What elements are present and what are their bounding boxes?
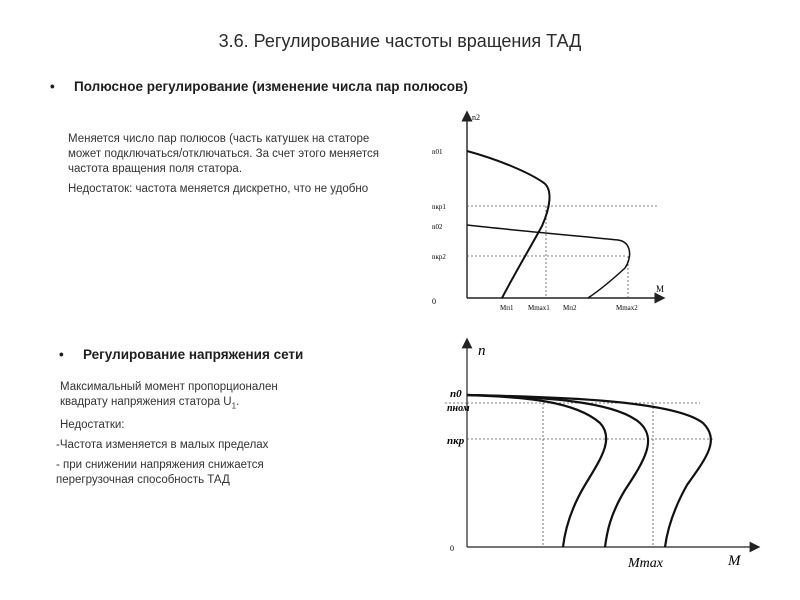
section2-paragraph-2: Недостатки: bbox=[60, 419, 125, 432]
section2-paragraph-1-text: Максимальный момент пропорционален квадрату напряжения статора U bbox=[60, 381, 278, 408]
y-tick-nnom bbox=[447, 403, 470, 414]
x-axis-label: M bbox=[728, 553, 741, 569]
section1-paragraph-2: Недостаток: частота меняется дискретно, что не удобно bbox=[68, 183, 369, 195]
origin-label: 0 bbox=[432, 297, 436, 306]
section1-heading-line bbox=[50, 79, 468, 94]
x-axis-label: M bbox=[656, 284, 665, 294]
section2-paragraph-1 bbox=[56, 380, 326, 413]
characteristic-curve-2 bbox=[467, 225, 630, 298]
section2-text bbox=[56, 380, 326, 493]
curve-mid-voltage bbox=[467, 395, 648, 547]
curve-nominal-voltage bbox=[467, 395, 711, 547]
pole-regulation-chart bbox=[420, 108, 680, 318]
section1-heading: Полюсное регулирование (изменение числа пар полюсов) bbox=[74, 79, 468, 94]
section2-paragraph-3: -Частота изменяется в малых пределах bbox=[56, 439, 269, 452]
x-tick-mp2: Mп2 bbox=[563, 304, 577, 312]
y-axis-label: n bbox=[478, 343, 486, 359]
slide-title: 3.6. Регулирование частоты вращения ТАД bbox=[218, 31, 582, 51]
section1-text bbox=[68, 132, 384, 202]
bullet-icon: • bbox=[59, 347, 64, 362]
y-tick-n0-label: n0 bbox=[450, 388, 462, 400]
y-tick-nkr-label: nкр bbox=[447, 435, 465, 447]
y-axis-label: n2 bbox=[472, 113, 480, 122]
section2-paragraph-1-end: . bbox=[236, 396, 240, 408]
section2-paragraph-4: - при снижении напряжения снижается перегрузочная способность ТАД bbox=[56, 459, 264, 487]
x-tick-mmax: Mmax bbox=[628, 556, 663, 571]
curve-low-voltage bbox=[467, 395, 606, 547]
origin-label: 0 bbox=[450, 544, 454, 553]
bullet-icon: • bbox=[50, 79, 55, 94]
x-tick-mp1: Mп1 bbox=[500, 304, 514, 312]
u1-subscript: 1 bbox=[231, 401, 237, 411]
y-tick-nnom-label: nном bbox=[447, 403, 470, 414]
section1-paragraph-1: Меняется число пар полюсов (часть катушек на статоре может подключаться/отключаться. За счет этого меняется частота вращения поля статора. bbox=[68, 133, 379, 175]
section2-heading: Регулирование напряжения сети bbox=[83, 347, 304, 362]
x-tick-mmax1: Mmax1 bbox=[528, 304, 550, 312]
y-tick-n0 bbox=[450, 388, 462, 400]
y-tick-n01: n01 bbox=[432, 148, 443, 156]
section2-heading-line bbox=[59, 347, 303, 362]
y-tick-nkr1: nкр1 bbox=[432, 203, 446, 211]
y-tick-nkr bbox=[447, 435, 465, 447]
characteristic-curve-1 bbox=[467, 151, 550, 298]
x-tick-mmax2: Mmax2 bbox=[616, 304, 638, 312]
voltage-regulation-chart bbox=[425, 335, 765, 580]
y-tick-n02: n02 bbox=[432, 223, 443, 231]
y-tick-nkr2: nкр2 bbox=[432, 253, 446, 261]
